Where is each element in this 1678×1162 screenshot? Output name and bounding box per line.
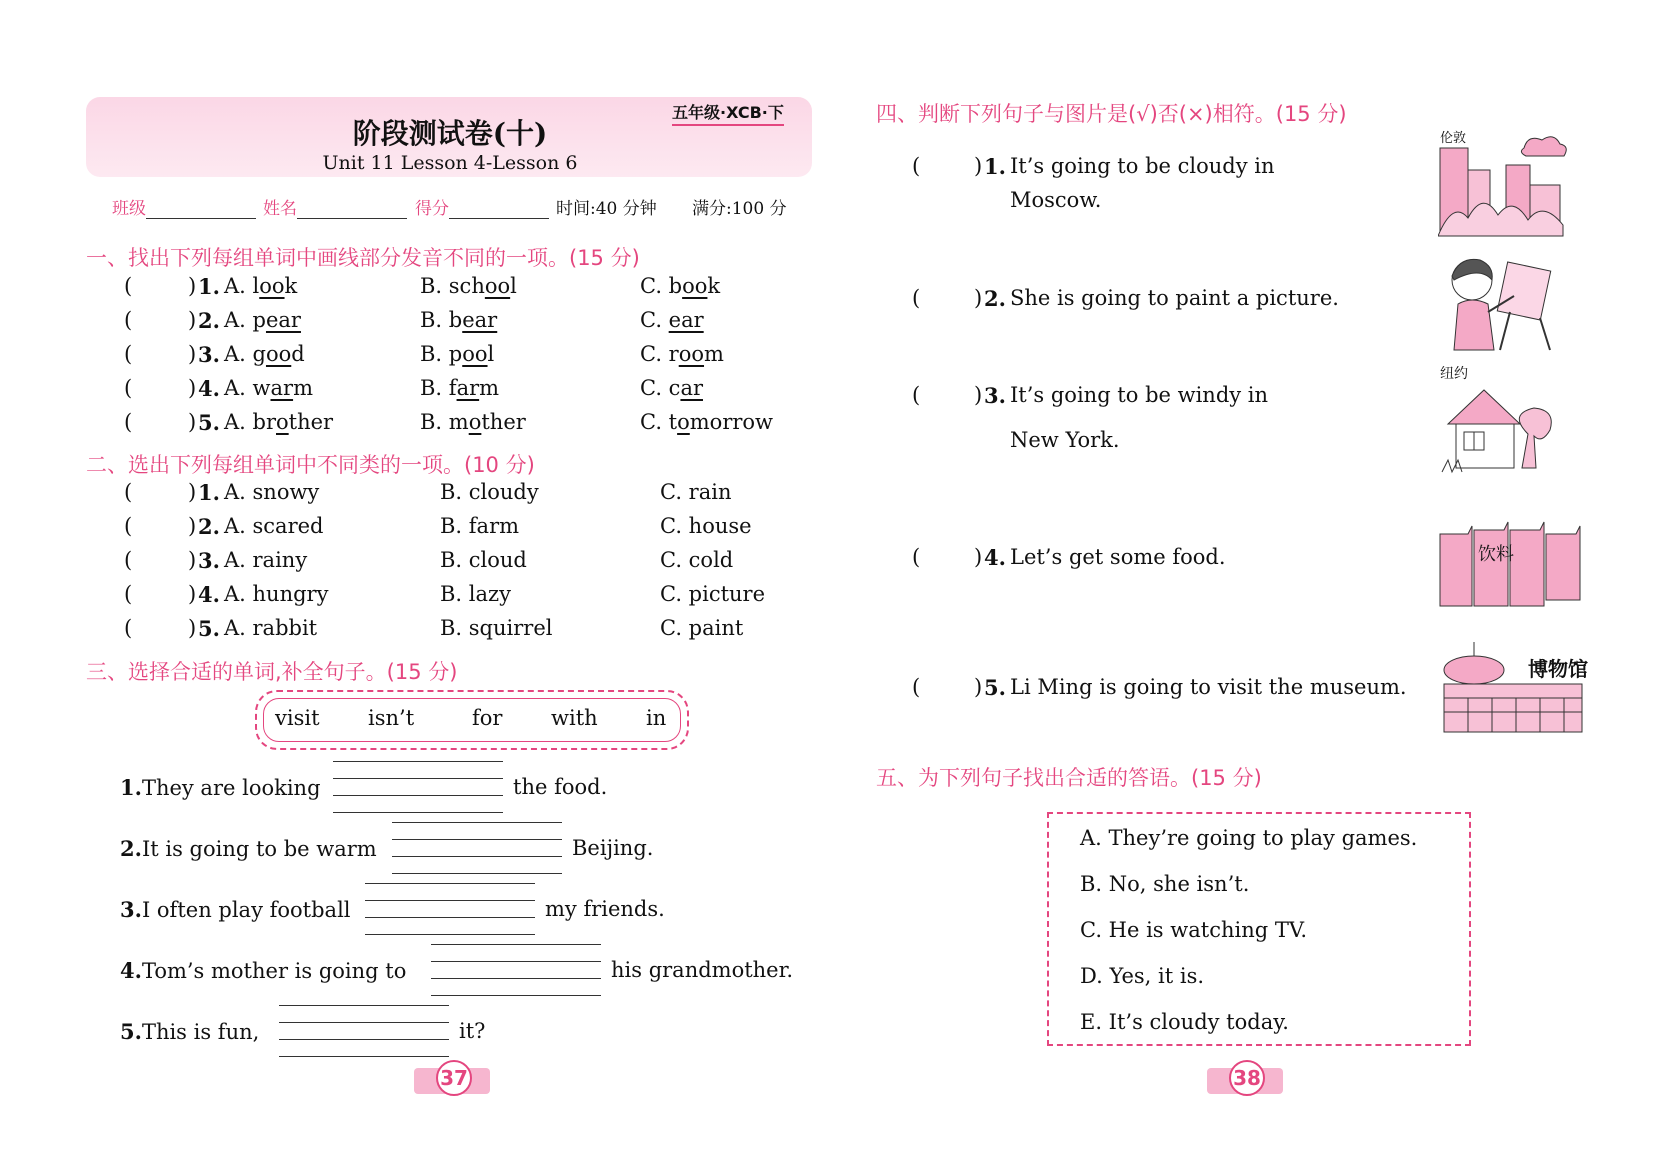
sentence-start: They are looking <box>141 776 321 800</box>
drinks-picture <box>1438 520 1588 612</box>
question-number: 5. <box>984 675 1006 700</box>
section5-title: 五、为下列句子找出合适的答语。(15 分) <box>876 766 1262 790</box>
class-field[interactable] <box>112 194 256 219</box>
question-number: 3. <box>198 548 220 573</box>
option-a: A. warm <box>224 376 313 400</box>
section1-question <box>124 410 804 436</box>
score-label: 得分 <box>415 199 449 219</box>
option-a: A. look <box>224 274 298 298</box>
museum-picture <box>1438 640 1588 736</box>
option-a: A. brother <box>224 410 334 434</box>
paren-close: ) <box>188 274 197 298</box>
answer-blank[interactable]: ( <box>124 342 133 366</box>
sentence-line-1: Let’s get some food. <box>1010 545 1226 569</box>
question-number: 2. <box>198 308 220 333</box>
grade-tag: 五年级·XCB·下 <box>672 100 784 126</box>
new-york-house-picture <box>1438 364 1558 474</box>
answer-blank[interactable]: ( <box>124 308 133 332</box>
name-field[interactable] <box>263 194 407 219</box>
paren-close: ) <box>188 410 197 434</box>
paren-close: ) <box>974 675 983 699</box>
sentence-line-1: It’s going to be windy in <box>1010 383 1269 407</box>
word-bank-item: visit <box>275 706 320 730</box>
fill-sentence <box>120 775 321 800</box>
option-b: B. farm <box>440 514 520 538</box>
option-b: B. squirrel <box>440 616 553 640</box>
question-number: 4. <box>984 545 1006 570</box>
option-b: B. bear <box>420 308 498 332</box>
option-a: A. pear <box>224 308 301 332</box>
option-b: B. pool <box>420 342 495 366</box>
option-c: C. picture <box>660 582 766 606</box>
sentence-start: I often play football <box>141 898 351 922</box>
answer-blank[interactable]: ( <box>124 274 133 298</box>
paren-close: ) <box>188 376 197 400</box>
question-number: 4. <box>120 958 142 983</box>
option-b: B. mother <box>420 410 526 434</box>
sentence-start: It is going to be warm <box>141 837 377 861</box>
section2-question <box>124 548 804 574</box>
sentence-start: This is fun, <box>141 1020 260 1044</box>
score-field[interactable] <box>415 194 549 219</box>
question-number: 1. <box>120 775 142 800</box>
fill-sentence <box>120 958 406 983</box>
answer-blank[interactable]: ( <box>124 514 133 538</box>
answer-line[interactable] <box>431 944 601 994</box>
paren-close: ) <box>188 548 197 572</box>
section2-title: 二、选出下列每组单词中不同类的一项。(10 分) <box>86 453 535 477</box>
paren-close: ) <box>188 342 197 366</box>
page-number-right: 38 <box>1207 1068 1283 1094</box>
girl-painting-picture <box>1440 252 1560 352</box>
option-c: C. book <box>640 274 721 298</box>
fill-sentence <box>120 836 377 861</box>
question-number: 4. <box>198 376 220 401</box>
option-c: C. car <box>640 376 703 400</box>
question-number: 2. <box>984 286 1006 311</box>
answer-line[interactable] <box>333 761 503 811</box>
section2-question <box>124 582 804 608</box>
page-title: 阶段测试卷(十) <box>352 117 548 150</box>
sentence-line-1: It’s going to be cloudy in <box>1010 154 1275 178</box>
time-label: 时间:40 分钟 <box>556 199 657 219</box>
option-a: A. snowy <box>224 480 320 504</box>
paren-close: ) <box>188 616 197 640</box>
sentence-line-2: Moscow. <box>1010 188 1102 212</box>
option-b: B. school <box>420 274 517 298</box>
section1-question <box>124 342 804 368</box>
option-c: C. paint <box>660 616 744 640</box>
section2-question <box>124 480 804 506</box>
section4-title: 四、判断下列句子与图片是(√)否(×)相符。(15 分) <box>876 102 1347 126</box>
section2-question <box>124 616 804 642</box>
option-a: A. scared <box>224 514 324 538</box>
question-number: 3. <box>120 897 142 922</box>
answer-line[interactable] <box>392 822 562 872</box>
section4-question <box>912 545 1432 615</box>
full-marks-label: 满分:100 分 <box>692 199 787 219</box>
sentence-start: Tom’s mother is going to <box>141 959 407 983</box>
option-c: C. ear <box>640 308 704 332</box>
option-a: A. hungry <box>224 582 329 606</box>
option-c: C. rain <box>660 480 732 504</box>
section3-title: 三、选择合适的单词,补全句子。(15 分) <box>86 660 458 684</box>
pic-label-london: 伦敦 <box>1440 131 1467 146</box>
question-number: 5. <box>198 410 220 435</box>
fill-sentence <box>120 897 351 922</box>
answer-blank[interactable]: ( <box>124 480 133 504</box>
london-city-picture <box>1438 130 1568 238</box>
sentence-end: it? <box>459 1019 486 1043</box>
answer-blank[interactable]: ( <box>124 410 133 434</box>
option-b: B. cloudy <box>440 480 539 504</box>
sentence-end: the food. <box>513 775 608 799</box>
answer-line[interactable] <box>279 1005 449 1055</box>
answer-option: D. Yes, it is. <box>1080 964 1205 988</box>
name-label: 姓名 <box>263 199 297 219</box>
option-b: B. farm <box>420 376 500 400</box>
option-c: C. house <box>660 514 752 538</box>
question-number: 3. <box>198 342 220 367</box>
answer-blank[interactable]: ( <box>912 545 921 569</box>
pic-label-newyork: 纽约 <box>1440 366 1468 382</box>
section4-question <box>912 675 1432 745</box>
answer-blank[interactable]: ( <box>912 286 921 310</box>
sentence-end: Beijing. <box>572 836 654 860</box>
word-bank-item: in <box>646 706 667 730</box>
option-c: C. cold <box>660 548 734 572</box>
option-c: C. tomorrow <box>640 410 774 434</box>
paren-close: ) <box>188 480 197 504</box>
paren-close: ) <box>188 308 197 332</box>
paren-close: ) <box>974 545 983 569</box>
answer-blank[interactable]: ( <box>912 383 921 407</box>
section1-question <box>124 274 804 300</box>
page-number-left: 37 <box>414 1068 490 1094</box>
question-number: 1. <box>984 154 1006 179</box>
sentence-line-1: She is going to paint a picture. <box>1010 286 1339 310</box>
pic-label-museum: 博物馆 <box>1528 657 1588 681</box>
word-bank-item: isn’t <box>368 706 415 730</box>
answer-blank[interactable]: ( <box>124 616 133 640</box>
word-bank-item: with <box>551 706 598 730</box>
option-a: A. rabbit <box>224 616 318 640</box>
class-label: 班级 <box>112 199 146 219</box>
option-b: B. cloud <box>440 548 527 572</box>
answer-option: E. It’s cloudy today. <box>1080 1010 1289 1034</box>
section1-title: 一、找出下列每组单词中画线部分发音不同的一项。(15 分) <box>86 246 640 270</box>
question-number: 3. <box>984 383 1006 408</box>
answer-line[interactable] <box>365 883 535 933</box>
sentence-end: his grandmother. <box>611 958 794 982</box>
question-number: 5. <box>120 1019 142 1044</box>
paren-close: ) <box>974 383 983 407</box>
question-number: 4. <box>198 582 220 607</box>
paren-close: ) <box>188 582 197 606</box>
question-number: 1. <box>198 480 220 505</box>
section4-question <box>912 383 1432 453</box>
answer-blank[interactable]: ( <box>124 376 133 400</box>
pic-label-drinks: 饮料 <box>1478 544 1514 565</box>
answer-option: C. He is watching TV. <box>1080 918 1308 942</box>
paren-close: ) <box>188 514 197 538</box>
option-a: A. rainy <box>224 548 308 572</box>
paren-close: ) <box>974 154 983 178</box>
question-number: 5. <box>198 616 220 641</box>
sentence-end: my friends. <box>545 897 665 921</box>
paren-close: ) <box>974 286 983 310</box>
fill-sentence <box>120 1019 259 1044</box>
answer-blank[interactable]: ( <box>912 154 921 178</box>
word-bank-item: for <box>472 706 503 730</box>
answer-blank[interactable]: ( <box>912 675 921 699</box>
option-b: B. lazy <box>440 582 511 606</box>
question-number: 1. <box>198 274 220 299</box>
question-number: 2. <box>120 836 142 861</box>
section2-question <box>124 514 804 540</box>
answer-option: B. No, she isn’t. <box>1080 872 1250 896</box>
sentence-line-1: Li Ming is going to visit the museum. <box>1010 675 1407 699</box>
section4-question <box>912 286 1432 356</box>
answer-option: A. They’re going to play games. <box>1080 826 1418 850</box>
option-a: A. good <box>224 342 305 366</box>
sentence-line-2: New York. <box>1010 428 1120 452</box>
answer-blank[interactable]: ( <box>124 548 133 572</box>
section4-question <box>912 154 1432 224</box>
answer-blank[interactable]: ( <box>124 582 133 606</box>
option-c: C. room <box>640 342 724 366</box>
section1-question <box>124 376 804 402</box>
question-number: 2. <box>198 514 220 539</box>
page-subtitle: Unit 11 Lesson 4-Lesson 6 <box>322 152 578 174</box>
section1-question <box>124 308 804 334</box>
